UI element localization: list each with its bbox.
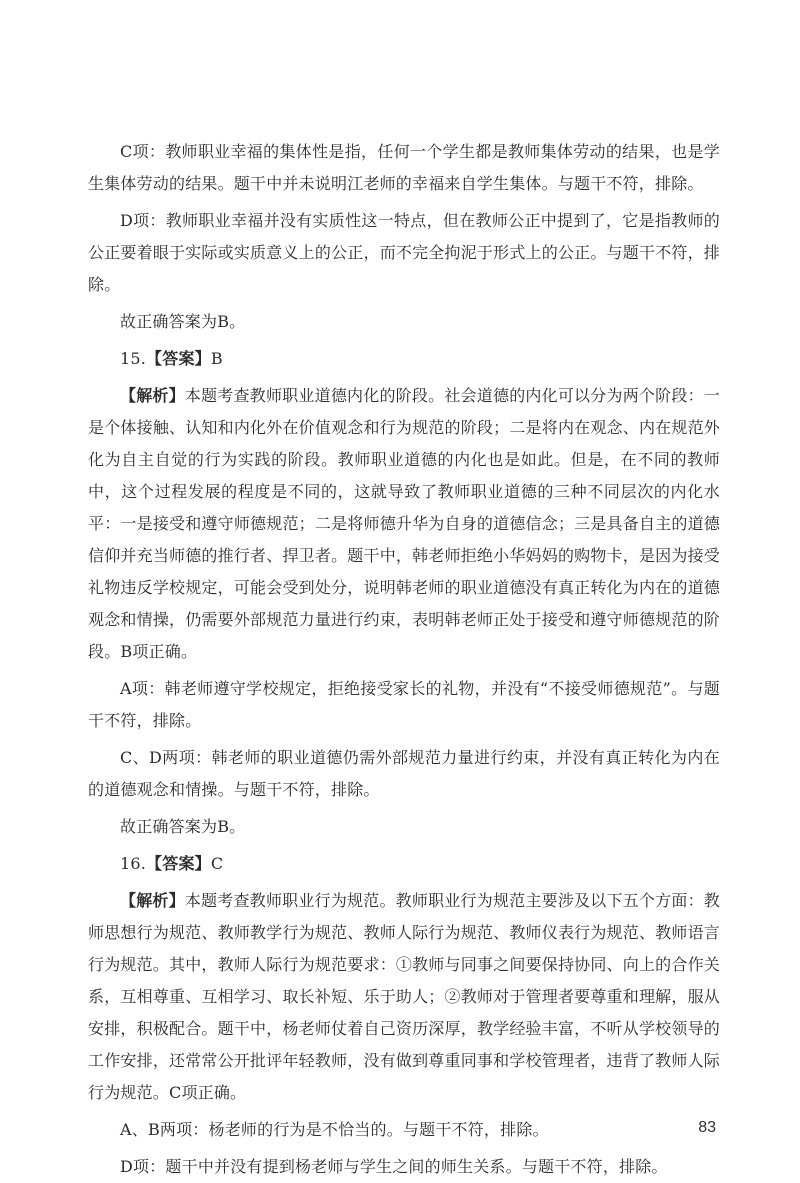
paragraph-d-option xyxy=(88,205,720,301)
question-number: 16. xyxy=(120,854,147,873)
paragraph-text: C、D两项：韩老师的职业道德仍需外部规范力量进行约束，并没有真正转化为内在的道德观念和情操。与题干不符，排除。 xyxy=(88,748,720,799)
paragraph-c-option xyxy=(88,136,720,200)
answer-label: 【答案】 xyxy=(146,854,211,873)
analysis-label: 【解析】 xyxy=(120,891,185,910)
paragraph-ab-option-16 xyxy=(88,1114,720,1146)
paragraph-cd-option-15 xyxy=(88,742,720,806)
question-number: 15. xyxy=(120,349,147,368)
paragraph-text: 故正确答案为B。 xyxy=(120,817,246,836)
paragraph-text: 本题考查教师职业道德内化的阶段。社会道德的内化可以分为两个阶段：一是个体接触、认知和内化外在价值观念和行为规范的阶段；二是将内在观念、内在规范外化为自主自觉的行为实践的阶段。教师职业道德的内化也是如此。但是，在不同的教师中，这个过程发展的程度是不同的，这就导致了教师职业道德的三种不同层次的内化水平：一是接受和遵守师德规范；二是将师德升华为自身的道德信念；三是具备自主的道德信仰并充当师德的推行者、捍卫者。题干中，韩老师拒绝小华妈妈的购物卡，是因为接受礼物违反学校规定，可能会受到处分，说明韩老师的职业道德没有真正转化为内在的道德观念和情操，仍需要外部规范力量进行约束，表明韩老师正处于接受和遵守师德规范的阶段。B项正确。 xyxy=(88,386,720,661)
document-body xyxy=(88,136,720,1183)
paragraph-conclusion-14 xyxy=(88,306,720,338)
paragraph-analysis-15 xyxy=(88,380,720,668)
paragraph-a-option-15 xyxy=(88,673,720,737)
paragraph-d-option-16 xyxy=(88,1151,720,1183)
paragraph-text: 本题考查教师职业行为规范。教师职业行为规范主要涉及以下五个方面：教师思想行为规范、教师教学行为规范、教师人际行为规范、教师仪表行为规范、教师语言行为规范。其中，教师人际行为规范要求：①教师与同事之间要保持协同、向上的合作关系，互相尊重、互相学习、取长补短、乐于助人；②教师对于管理者要尊重和理解，服从安排，积极配合。题干中，杨老师仗着自己资历深厚，教学经验丰富，不听从学校领导的工作安排，还常常公开批评年轻教师，没有做到尊重同事和学校管理者，违背了教师人际行为规范。C项正确。 xyxy=(88,891,720,1102)
analysis-label: 【解析】 xyxy=(120,386,185,405)
paragraph-analysis-16 xyxy=(88,885,720,1109)
paragraph-text: D项：题干中并没有提到杨老师与学生之间的师生关系。与题干不符，排除。 xyxy=(120,1157,668,1176)
paragraph-answer-16 xyxy=(88,848,720,880)
paragraph-text: D项：教师职业幸福并没有实质性这一特点，但在教师公正中提到了，它是指教师的公正要着眼于实际或实质意义上的公正，而不完全拘泥于形式上的公正。与题干不符，排除。 xyxy=(88,211,720,294)
page-number: 83 xyxy=(698,1119,716,1136)
paragraph-answer-15 xyxy=(88,343,720,375)
answer-value: B xyxy=(210,349,223,368)
paragraph-text: A、B两项：杨老师的行为是不恰当的。与题干不符，排除。 xyxy=(120,1120,549,1139)
answer-label: 【答案】 xyxy=(146,349,211,368)
paragraph-text: A项：韩老师遵守学校规定，拒绝接受家长的礼物，并没有“不接受师德规范”。与题干不符，排除。 xyxy=(88,679,720,730)
answer-value: C xyxy=(210,854,224,873)
paragraph-text: C项：教师职业幸福的集体性是指，任何一个学生都是教师集体劳动的结果，也是学生集体劳动的结果。题干中并未说明江老师的幸福来自学生集体。与题干不符，排除。 xyxy=(88,142,720,193)
paragraph-text: 故正确答案为B。 xyxy=(120,312,246,331)
paragraph-conclusion-15 xyxy=(88,811,720,843)
